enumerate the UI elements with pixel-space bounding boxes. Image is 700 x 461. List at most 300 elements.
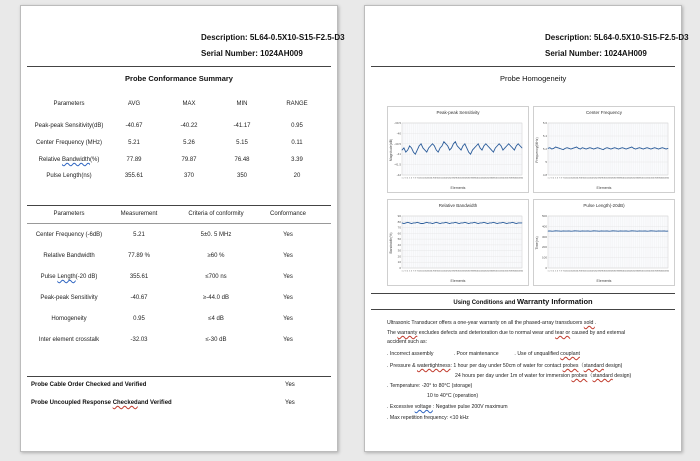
data-point [415, 154, 416, 155]
x-tick-label: 34 [609, 177, 612, 180]
data-point [616, 148, 617, 149]
data-point [631, 231, 632, 232]
data-point [426, 222, 427, 223]
x-tick-label: 18 [579, 177, 582, 180]
x-tick-label: 38 [617, 177, 620, 180]
warranty-line-9: . Excessive voltage : Negative pulse 200V maximum [387, 404, 508, 410]
data-point [493, 152, 494, 153]
data-point [434, 223, 435, 224]
x-tick-label: 31 [458, 177, 461, 180]
data-point [455, 141, 456, 142]
data-point [510, 223, 511, 224]
x-tick-label: 35 [465, 270, 468, 273]
data-point [520, 146, 521, 147]
chart-pulse-length [533, 199, 675, 286]
x-tick-label: 51 [496, 177, 499, 180]
data-point [430, 146, 431, 147]
x-tick-label: 56 [651, 270, 654, 273]
description: Description: 5L64-0.5X10-S15-F2.5-D3 [201, 33, 345, 42]
data-point [463, 146, 464, 147]
x-tick-label: 62 [517, 270, 520, 273]
x-tick-label: 5 [409, 177, 411, 180]
data-point [574, 147, 575, 148]
y-tick-label: 0 [399, 266, 401, 270]
data-point [459, 223, 460, 224]
x-tick-label: 59 [511, 270, 514, 273]
data-point [649, 231, 650, 232]
x-tick-label: 60 [513, 270, 516, 273]
x-tick-label: 1 [401, 177, 403, 180]
x-tick-label: 12 [567, 177, 571, 180]
data-point [635, 231, 636, 232]
x-tick-label: 64 [666, 177, 670, 180]
data-point [503, 222, 504, 223]
data-point [440, 148, 441, 149]
y-tick-label: 200 [541, 245, 547, 250]
x-tick-label: 28 [598, 270, 601, 273]
x-tick-label: 32 [605, 270, 609, 273]
y-tick-label: 50 [397, 237, 401, 242]
data-point [651, 231, 652, 232]
data-point [484, 146, 485, 147]
x-tick-label: 46 [632, 177, 635, 180]
x-tick-label: 64 [520, 177, 524, 180]
data-point [656, 148, 657, 149]
data-point [639, 231, 640, 232]
data-point [419, 146, 420, 147]
x-tick-label: 43 [626, 270, 630, 273]
x-tick-label: 53 [645, 177, 649, 180]
chart-title: Center Frequency [585, 110, 623, 115]
data-point [428, 148, 429, 149]
summary-header: MIN [236, 101, 248, 107]
x-tick-label: 21 [585, 270, 588, 273]
x-tick-label: 3 [405, 270, 407, 273]
data-point [571, 231, 572, 232]
conformance-value: Yes [283, 337, 293, 343]
x-tick-label: 6 [410, 177, 413, 180]
x-tick-label: 25 [446, 177, 449, 180]
data-point [404, 148, 405, 149]
x-tick-label: 19 [581, 270, 584, 273]
x-tick-label: 12 [421, 270, 425, 273]
data-point [637, 231, 638, 232]
x-tick-label: 43 [480, 270, 484, 273]
x-tick-label: 28 [452, 177, 455, 180]
data-point [601, 231, 602, 232]
x-tick-label: 20 [583, 177, 586, 180]
x-tick-label: 1 [547, 177, 549, 180]
data-point [506, 223, 507, 224]
y-tick-label: 400 [541, 224, 547, 229]
data-point [459, 148, 460, 149]
summary-value: 3.39 [291, 157, 303, 163]
x-tick-label: 2 [403, 177, 405, 180]
x-tick-label: 52 [498, 270, 501, 273]
x-tick-label: 26 [594, 270, 597, 273]
x-tick-label: 48 [636, 177, 639, 180]
x-tick-label: 43 [480, 177, 484, 180]
chart-plot [388, 200, 528, 285]
data-point [415, 223, 416, 224]
data-point [548, 231, 549, 232]
data-point [440, 223, 441, 224]
x-tick-label: 37 [469, 177, 472, 180]
x-tick-label: 50 [640, 270, 643, 273]
x-tick-label: 38 [471, 270, 474, 273]
conformance-value: Yes [283, 295, 293, 301]
data-point [551, 231, 552, 232]
y-tick-label: 5.2 [542, 147, 547, 151]
x-tick-label: 42 [479, 270, 482, 273]
data-point [561, 231, 562, 232]
x-tick-label: 38 [617, 270, 620, 273]
data-point [563, 149, 564, 150]
data-point [622, 231, 623, 232]
x-tick-label: 14 [571, 177, 574, 180]
y-tick-label: 100 [541, 255, 547, 260]
data-point [645, 148, 646, 149]
data-point [658, 149, 659, 150]
data-point [563, 231, 564, 232]
x-tick-label: 47 [488, 270, 491, 273]
x-tick-label: 30 [456, 177, 459, 180]
x-tick-label: 14 [425, 270, 428, 273]
data-point [423, 148, 424, 149]
x-tick-label: 62 [663, 270, 666, 273]
conformance-param: Peak-peak Sensitivity [40, 295, 98, 301]
data-point [405, 152, 406, 153]
conformance-value: ≥60 % [207, 253, 225, 259]
data-point [628, 148, 629, 149]
divider [371, 66, 675, 67]
x-tick-label: 23 [442, 177, 445, 180]
x-tick-label: 61 [661, 177, 664, 180]
x-tick-label: 4 [407, 270, 409, 273]
chart-ylabel: Time(ns) [535, 235, 539, 250]
summary-header: Parameters [53, 101, 85, 107]
data-point [405, 223, 406, 224]
x-tick-label: 17 [431, 177, 434, 180]
x-tick-label: 56 [651, 177, 654, 180]
data-point [514, 223, 515, 224]
y-tick-label: 30 [397, 248, 401, 253]
data-point [447, 146, 448, 147]
x-tick-label: 45 [630, 177, 633, 180]
data-point [474, 148, 475, 149]
x-tick-label: 12 [421, 177, 425, 180]
chart-xlabel: Elements [450, 186, 466, 190]
x-tick-label: 11 [420, 270, 423, 273]
chart-plot [388, 107, 528, 192]
data-point [656, 231, 657, 232]
data-point [482, 223, 483, 224]
x-tick-label: 30 [456, 270, 459, 273]
data-point [413, 152, 414, 153]
y-tick-label: 80 [397, 219, 401, 224]
x-tick-label: 2 [403, 270, 405, 273]
data-point [578, 231, 579, 232]
chart-peak-sensitivity [387, 106, 529, 193]
data-point [609, 148, 610, 149]
x-tick-label: 24 [590, 177, 593, 180]
data-point [612, 148, 613, 149]
data-point [643, 231, 644, 232]
data-point [578, 148, 579, 149]
data-point [510, 146, 511, 147]
check-cable-order-value: Yes [285, 382, 295, 388]
x-tick-label: 42 [625, 270, 628, 273]
x-tick-label: 8 [560, 270, 562, 273]
warranty-line-2: The warranty excludes defects and deterioration due to normal wear and tear or caused by and external [387, 330, 626, 336]
x-tick-label: 27 [450, 270, 453, 273]
data-point [626, 149, 627, 150]
warranty-line-5: . Pressure & watertightness: 1 hour per day under 50cm of water for contact probes（standard design) [387, 363, 623, 369]
x-tick-label: 5 [555, 270, 557, 273]
warranty-line-10: . Max repetition frequency: <10 kHz [387, 415, 469, 421]
x-tick-label: 44 [628, 177, 631, 180]
x-tick-label: 59 [657, 177, 660, 180]
data-point [417, 150, 418, 151]
data-point [651, 149, 652, 150]
x-tick-label: 32 [459, 177, 463, 180]
data-point [565, 148, 566, 149]
data-point [572, 231, 573, 232]
x-tick-label: 26 [448, 270, 451, 273]
data-point [593, 231, 594, 232]
x-tick-label: 15 [573, 177, 576, 180]
x-tick-label: 49 [492, 177, 495, 180]
data-point [639, 147, 640, 148]
data-point [442, 146, 443, 147]
x-tick-label: 41 [477, 270, 480, 273]
chart-title: Pulse Length(-20dB) [583, 203, 625, 208]
x-tick-label: 30 [602, 177, 605, 180]
summary-value: 20 [293, 173, 301, 179]
x-tick-label: 47 [634, 270, 637, 273]
page-homogeneity [364, 5, 689, 452]
x-tick-label: 37 [615, 270, 618, 273]
y-tick-label: -39.5 [394, 121, 401, 125]
x-tick-label: 24 [590, 270, 593, 273]
x-tick-label: 9 [562, 270, 564, 273]
data-point [508, 223, 509, 224]
x-tick-label: 50 [494, 177, 497, 180]
data-point [576, 231, 577, 232]
data-point [402, 223, 403, 224]
data-point [512, 222, 513, 223]
x-tick-label: 4 [553, 177, 555, 180]
data-point [457, 223, 458, 224]
warranty-line-7: . Temperature: -20° to 80°C (storage) [387, 383, 473, 389]
x-tick-label: 61 [515, 270, 518, 273]
data-point [580, 231, 581, 232]
data-point [647, 147, 648, 148]
x-tick-label: 31 [604, 177, 607, 180]
data-point [411, 223, 412, 224]
x-tick-label: 17 [431, 270, 434, 273]
data-point [588, 231, 589, 232]
data-point [668, 231, 669, 232]
data-point [664, 148, 665, 149]
data-point [551, 149, 552, 150]
x-tick-label: 3 [551, 270, 553, 273]
data-point [522, 148, 523, 149]
data-point [584, 148, 585, 149]
x-tick-label: 36 [467, 270, 470, 273]
x-tick-label: 41 [623, 177, 626, 180]
data-point [550, 147, 551, 148]
x-tick-label: 6 [556, 177, 559, 180]
data-point [597, 147, 598, 148]
x-tick-label: 29 [600, 270, 603, 273]
data-point [512, 148, 513, 149]
x-tick-label: 34 [463, 270, 466, 273]
chart-title: Relative Bandwidth [438, 203, 478, 208]
data-point [607, 147, 608, 148]
data-point [611, 149, 612, 150]
x-tick-label: 7 [558, 177, 560, 180]
x-tick-label: 48 [490, 270, 493, 273]
chart-xlabel: Elements [450, 279, 466, 283]
x-tick-label: 11 [566, 177, 569, 180]
data-point [668, 148, 669, 149]
summary-value: 355.61 [124, 173, 144, 179]
data-point [601, 149, 602, 150]
conformance-value: -32.03 [130, 337, 148, 343]
x-tick-label: 13 [423, 270, 426, 273]
data-point [599, 148, 600, 149]
divider [27, 205, 331, 206]
data-point [495, 148, 496, 149]
x-tick-label: 35 [611, 270, 614, 273]
chart-plot [534, 200, 674, 285]
x-tick-label: 50 [640, 177, 643, 180]
data-point [633, 148, 634, 149]
x-tick-label: 36 [467, 177, 470, 180]
data-point [480, 223, 481, 224]
data-point [449, 223, 450, 224]
x-tick-label: 40 [621, 270, 624, 273]
page-conformance [20, 5, 345, 452]
x-tick-label: 16 [575, 270, 578, 273]
x-tick-label: 56 [505, 270, 508, 273]
x-tick-label: 41 [477, 177, 480, 180]
x-tick-label: 39 [619, 177, 622, 180]
data-point [605, 231, 606, 232]
data-point [658, 231, 659, 232]
x-tick-label: 48 [490, 177, 493, 180]
y-tick-label: 20 [397, 254, 401, 259]
data-point [432, 143, 433, 144]
y-tick-label: 10 [397, 260, 401, 265]
data-point [637, 148, 638, 149]
warranty-line-4: . Incorrect assembly . Poor maintenance . Use of unqualified couplant [387, 351, 580, 357]
data-point [417, 222, 418, 223]
x-tick-label: 21 [439, 270, 442, 273]
x-tick-label: 61 [661, 270, 664, 273]
data-point [660, 148, 661, 149]
conformance-value: 0.95 [133, 316, 145, 322]
conformance-value: Yes [283, 232, 293, 238]
data-point [612, 231, 613, 232]
x-tick-label: 20 [437, 177, 440, 180]
data-point [633, 231, 634, 232]
data-point [438, 223, 439, 224]
x-tick-label: 41 [623, 270, 626, 273]
x-tick-label: 12 [567, 270, 571, 273]
x-tick-label: 29 [454, 270, 457, 273]
data-point [449, 150, 450, 151]
x-tick-label: 58 [509, 177, 512, 180]
conformance-value: 5±0. 5 MHz [200, 232, 232, 238]
conformance-value: ≥-44.0 dB [203, 295, 229, 301]
data-point [555, 147, 556, 148]
conformance-value: Yes [283, 316, 293, 322]
x-tick-label: 32 [459, 270, 463, 273]
data-point [555, 231, 556, 232]
x-tick-label: 13 [569, 270, 572, 273]
summary-value: 76.48 [234, 157, 250, 163]
conformance-param: Center Frequency (-6dB) [35, 232, 103, 238]
x-tick-label: 10 [564, 270, 567, 273]
data-point [607, 231, 608, 232]
summary-header: AVG [127, 101, 141, 107]
x-tick-label: 44 [482, 177, 485, 180]
data-point [434, 146, 435, 147]
data-point [409, 223, 410, 224]
x-tick-label: 19 [435, 270, 438, 273]
x-tick-label: 17 [577, 177, 580, 180]
data-point [609, 231, 610, 232]
x-tick-label: 15 [573, 270, 576, 273]
x-tick-label: 25 [592, 270, 595, 273]
data-point [624, 148, 625, 149]
x-tick-label: 16 [429, 177, 432, 180]
data-point [465, 143, 466, 144]
data-point [569, 148, 570, 149]
x-tick-label: 63 [665, 270, 668, 273]
data-point [599, 231, 600, 232]
data-point [654, 147, 655, 148]
data-point [455, 222, 456, 223]
x-tick-label: 11 [566, 270, 569, 273]
data-point [652, 231, 653, 232]
data-point [489, 223, 490, 224]
divider [27, 66, 331, 67]
warranty-line-1: Ultrasonic Transducer offers a one-year warranty on all the phased-array transducers sold . [387, 320, 597, 326]
data-point [666, 149, 667, 150]
x-tick-label: 49 [638, 270, 641, 273]
x-tick-label: 53 [499, 177, 503, 180]
chart-xlabel: Elements [596, 279, 612, 283]
x-tick-label: 44 [628, 270, 631, 273]
data-point [561, 149, 562, 150]
data-point [430, 223, 431, 224]
data-point [447, 223, 448, 224]
summary-value: 0.95 [291, 123, 303, 129]
data-point [508, 143, 509, 144]
data-point [489, 148, 490, 149]
x-tick-label: 55 [649, 177, 652, 180]
warranty-title: Using Conditions and Warranty Information [453, 297, 593, 306]
x-tick-label: 7 [412, 177, 414, 180]
x-tick-label: 31 [458, 270, 461, 273]
x-tick-label: 14 [571, 270, 574, 273]
data-point [605, 148, 606, 149]
data-point [484, 222, 485, 223]
divider [27, 223, 331, 224]
